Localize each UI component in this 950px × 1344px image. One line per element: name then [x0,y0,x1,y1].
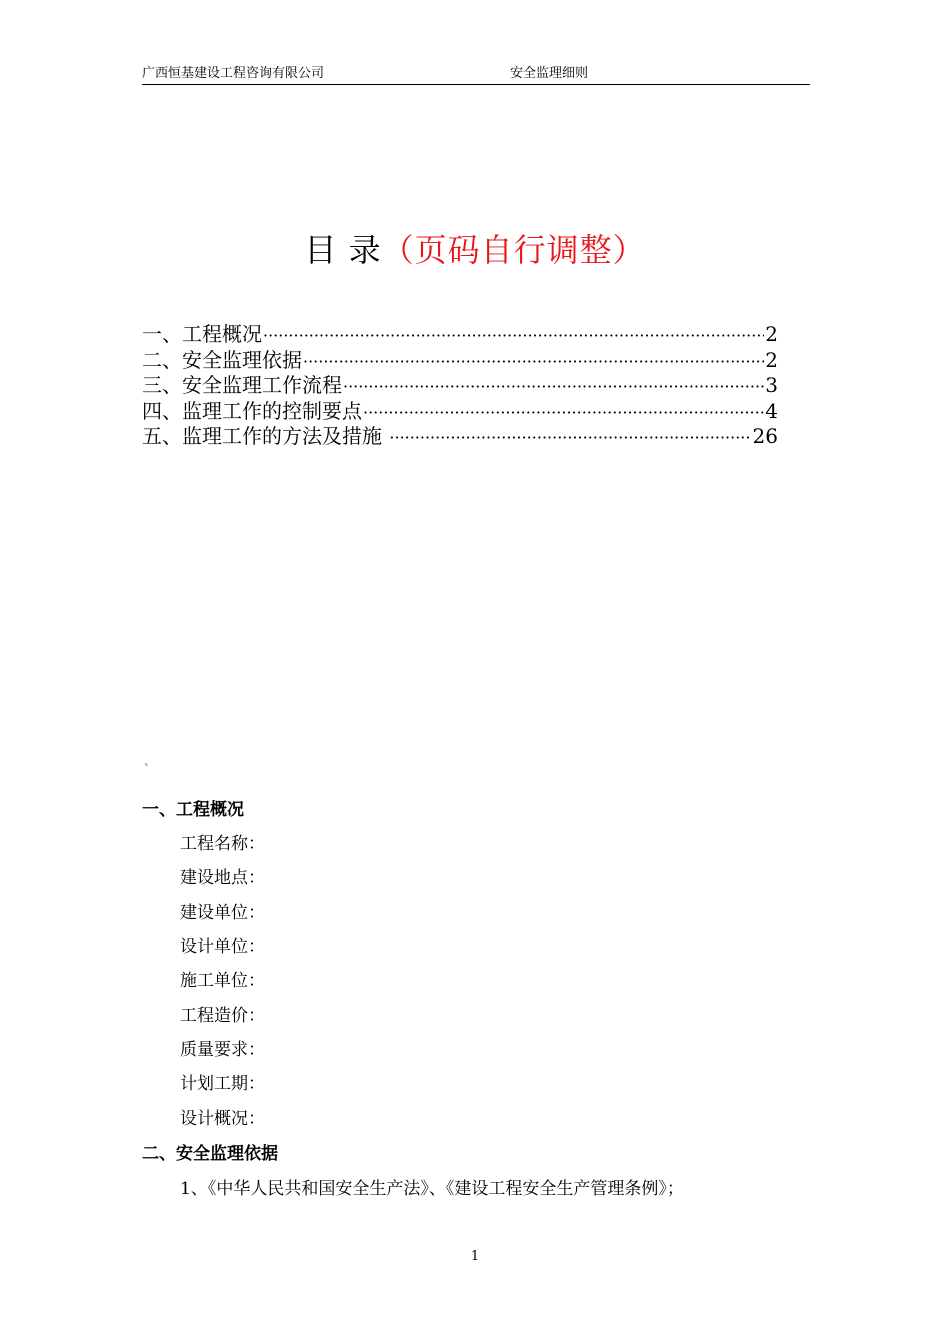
toc-title [0,225,950,275]
toc-item-label: 三、安全监理工作流程 [142,373,342,397]
toc-item-page: 2 [765,347,778,372]
page-header [142,64,810,85]
field-designer: 设计单位： [180,937,265,957]
toc-leader-dots [263,323,764,349]
field-quality: 质量要求： [180,1040,265,1060]
toc-item-label: 五、监理工作的方法及措施 [142,424,389,448]
section-heading-basis: 二、安全监理依据 [142,1144,278,1164]
stray-tick-mark: 、 [144,754,157,768]
toc-title-main: 目 录 [304,231,382,269]
field-owner: 建设单位： [180,903,265,923]
table-of-contents [142,322,778,450]
section-heading-overview: 一、工程概况 [142,800,244,820]
toc-item[interactable] [142,322,778,348]
toc-item-page: 26 [752,424,778,448]
toc-item-label: 二、安全监理依据 [142,347,302,372]
toc-item-label: 一、工程概况 [142,322,262,346]
toc-leader-dots [303,349,764,375]
toc-item[interactable] [142,373,778,399]
toc-item[interactable] [142,399,778,425]
toc-leader-dots [389,425,751,451]
toc-item-label: 四、监理工作的控制要点 [142,398,362,423]
field-schedule: 计划工期： [180,1074,265,1094]
field-location: 建设地点： [180,868,265,888]
field-project-name: 工程名称： [180,834,265,854]
toc-item[interactable] [142,424,778,450]
field-contractor: 施工单位： [180,971,265,991]
field-design-overview: 设计概况： [180,1109,265,1129]
toc-leader-dots [363,400,764,426]
toc-item-page: 2 [765,322,778,346]
toc-item-page: 4 [765,398,778,423]
basis-item: 1、《中华人民共和国安全生产法》、《建设工程安全生产管理条例》； [180,1179,684,1199]
toc-leader-dots [343,374,764,400]
toc-title-note: （页码自行调整） [381,231,646,269]
toc-item[interactable] [142,348,778,374]
field-cost: 工程造价： [180,1006,265,1026]
page-number: 1 [470,1249,480,1264]
header-company: 广西恒基建设工程咨询有限公司 [142,66,325,81]
header-doc-name: 安全监理细则 [510,66,589,81]
toc-item-page: 3 [765,373,778,397]
